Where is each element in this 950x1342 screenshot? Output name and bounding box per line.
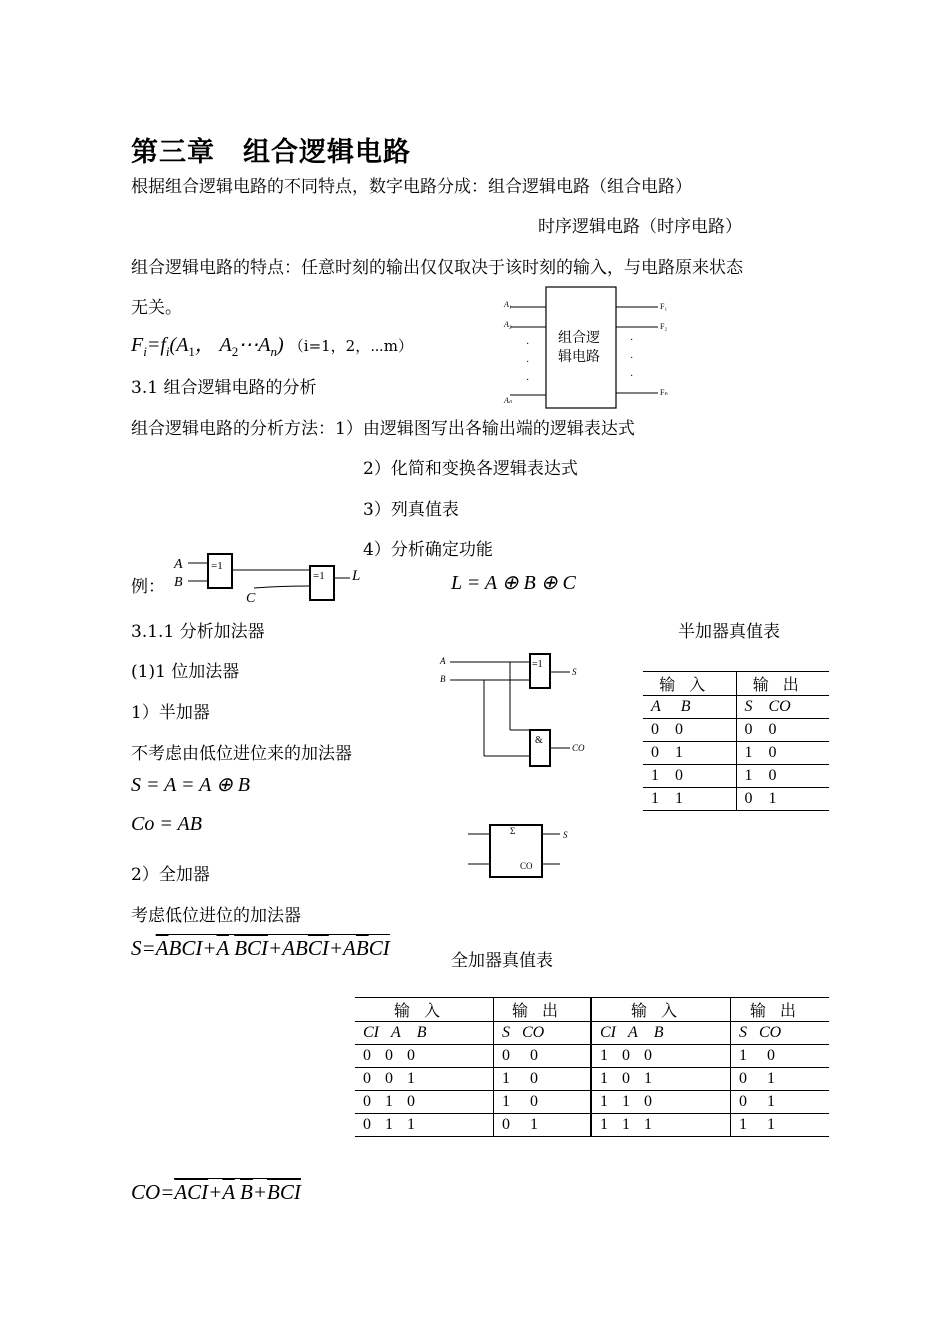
half-adder-circuit	[436, 650, 596, 772]
svg-text:·: ·	[526, 339, 530, 350]
intro-line-3: 组合逻辑电路的特点：任意时刻的输出仅仅取决于该时刻的输入，与电路原来状态	[131, 258, 743, 278]
table-header-row	[355, 998, 829, 1022]
cell: 1	[675, 744, 683, 761]
header-output-2: 输出	[731, 998, 830, 1022]
ha-and-symbol: &	[535, 735, 543, 746]
cell: 0	[768, 721, 777, 738]
cell: 0	[744, 790, 753, 807]
cell: 0 1	[731, 1091, 830, 1114]
col-a: A	[391, 1024, 401, 1041]
svg-text:·: ·	[630, 353, 634, 364]
method-lead: 组合逻辑电路的分析方法：1）由逻辑图写出各输出端的逻辑表达式	[131, 419, 635, 439]
table-row	[643, 788, 829, 811]
example-label: 例：	[131, 577, 165, 597]
table-column-row	[355, 1022, 829, 1045]
block-label-1: 组合逻	[558, 331, 600, 346]
col-co: CO	[522, 1024, 545, 1041]
half-adder-table-title: 半加器真值表	[678, 622, 780, 642]
cell: 1 1 0	[591, 1091, 731, 1114]
block-output-fn: Fₙ	[660, 388, 668, 397]
example-input-a: A	[174, 557, 183, 572]
table-row	[643, 742, 829, 765]
ha-input-a: A	[440, 656, 446, 666]
block-input-a2: A₂	[504, 320, 512, 329]
cell: 0	[651, 744, 659, 761]
header-output-1: 输出	[494, 998, 592, 1022]
method-step-2: 2）化简和变换各逻辑表达式	[363, 459, 578, 479]
full-adder-desc: 考虑低位进位的加法器	[131, 906, 301, 926]
half-adder-desc: 不考虑由低位进位来的加法器	[131, 744, 352, 764]
cell: 0 1	[494, 1114, 592, 1137]
cell: 1 0 0	[591, 1045, 731, 1068]
half-adder-s-formula: S = A = A ⊕ B	[131, 774, 250, 796]
ha-block-co: CO	[520, 861, 533, 871]
cell: 0	[651, 721, 659, 738]
cell: 1	[768, 790, 777, 807]
cell: 0 0 1	[355, 1068, 494, 1091]
ha-output-s: S	[572, 667, 577, 677]
col-a: A	[628, 1024, 638, 1041]
full-adder-truth-table	[355, 997, 829, 1137]
header-input-1: 输入	[355, 998, 494, 1022]
example-input-b: B	[174, 575, 183, 590]
cell: 1 1	[731, 1114, 830, 1137]
cell: 1 0	[494, 1091, 592, 1114]
col-a: A	[651, 698, 661, 715]
section-3-1-1: 3.1.1 分析加法器	[131, 622, 265, 642]
ha-input-b: B	[440, 674, 446, 684]
full-adder-co-formula: $CO=\overline{A}\overline{CI}+\overline{A}$ $\overline{B}+\overline{B}\overline{CI}$	[131, 1180, 301, 1204]
full-adder-s-formula: $S=\overline{A}BCI+\overline{A}$ $\overline{B}\overline{CI}+AB\overline{CI}+A\overline{B}CI$	[131, 936, 390, 960]
col-s: S	[744, 698, 753, 715]
method-step-3: 3）列真值表	[363, 500, 459, 520]
svg-text:·: ·	[630, 371, 634, 382]
cell: 0 0 0	[355, 1045, 494, 1068]
ha-xor-symbol: =1	[532, 659, 543, 670]
block-label-2: 辑电路	[558, 350, 600, 365]
col-b: B	[653, 1024, 664, 1041]
block-input-a1: A₁	[504, 300, 512, 309]
block-input-an: Aₙ	[504, 396, 513, 405]
general-formula: $F_i=f_i(A_1$， $A_2\cdots A_n$) （i=1，2，⋯m）	[131, 334, 413, 359]
example-output-l: L	[352, 568, 361, 584]
intro-line-2: 时序逻辑电路（时序电路）	[538, 217, 742, 237]
header-input-2: 输入	[591, 998, 731, 1022]
svg-text:·: ·	[526, 357, 530, 368]
combinational-block-diagram	[500, 285, 680, 415]
example-formula: L = A ⊕ B ⊕ C	[451, 572, 576, 594]
col-s: S	[739, 1024, 747, 1041]
table-row	[643, 719, 829, 742]
intro-line-1: 根据组合逻辑电路的不同特点，数字电路分成：组合逻辑电路（组合电路）	[131, 177, 692, 197]
column-label-outputs	[736, 696, 829, 719]
cell: 0	[768, 744, 777, 761]
ha-output-co: CO	[572, 743, 585, 753]
table-column-row	[643, 696, 829, 719]
col-b: B	[680, 698, 691, 715]
block-output-f1: F₁	[660, 302, 668, 311]
full-adder-table-title: 全加器真值表	[451, 951, 553, 971]
full-adder-heading: 2）全加器	[131, 865, 210, 885]
header-output: 输出	[736, 672, 829, 696]
cell: 1	[744, 767, 753, 784]
block-output-f2: F₂	[660, 322, 668, 331]
cell: 0	[768, 767, 777, 784]
example-gate-2-symbol: =1	[313, 570, 325, 582]
col-co: CO	[759, 1024, 782, 1041]
example-xor-circuit	[170, 548, 370, 606]
svg-text:·: ·	[526, 375, 530, 386]
table-header-row	[643, 672, 829, 696]
table-row	[355, 1045, 829, 1068]
cell: 0 1 1	[355, 1114, 494, 1137]
section-3-1: 3.1 组合逻辑电路的分析	[131, 378, 317, 398]
table-row	[355, 1091, 829, 1114]
column-label-inputs	[643, 696, 736, 719]
table-row	[355, 1114, 829, 1137]
col-ci: CI	[600, 1024, 616, 1041]
intro-line-4: 无关。	[131, 298, 182, 318]
cell: 0 1	[731, 1068, 830, 1091]
cell: 1	[651, 767, 659, 784]
header-input: 输入	[643, 672, 736, 696]
half-adder-co-formula: Co = AB	[131, 813, 202, 835]
page-title: 第三章 组合逻辑电路	[131, 137, 411, 168]
example-gate-1-symbol: =1	[211, 560, 223, 572]
table-row	[643, 765, 829, 788]
method-step-4: 4）分析确定功能	[363, 540, 493, 560]
one-bit-adder: (1)1 位加法器	[131, 662, 240, 682]
cell: 1 0 1	[591, 1068, 731, 1091]
col-ci: CI	[363, 1024, 379, 1041]
example-input-c: C	[246, 591, 256, 606]
col-s: S	[502, 1024, 510, 1041]
cell: 0 1 0	[355, 1091, 494, 1114]
ha-block-s: S	[563, 830, 568, 840]
cell: 1 0	[731, 1045, 830, 1068]
half-adder-truth-table	[643, 671, 829, 811]
cell: 0	[744, 721, 753, 738]
ha-block-sigma: Σ	[510, 826, 516, 836]
cell: 1	[651, 790, 659, 807]
cell: 1 1 1	[591, 1114, 731, 1137]
cell: 0	[675, 721, 683, 738]
cell: 0	[675, 767, 683, 784]
svg-text:·: ·	[630, 335, 634, 346]
col-b: B	[416, 1024, 427, 1041]
cell: 1	[675, 790, 683, 807]
cell: 1	[744, 744, 753, 761]
formula-suffix: （i=1，2，⋯m）	[288, 337, 413, 355]
half-adder-block-symbol	[468, 822, 578, 882]
half-adder-heading: 1）半加器	[131, 703, 210, 723]
table-row	[355, 1068, 829, 1091]
col-co: CO	[768, 698, 791, 715]
cell: 0 0	[494, 1045, 592, 1068]
cell: 1 0	[494, 1068, 592, 1091]
